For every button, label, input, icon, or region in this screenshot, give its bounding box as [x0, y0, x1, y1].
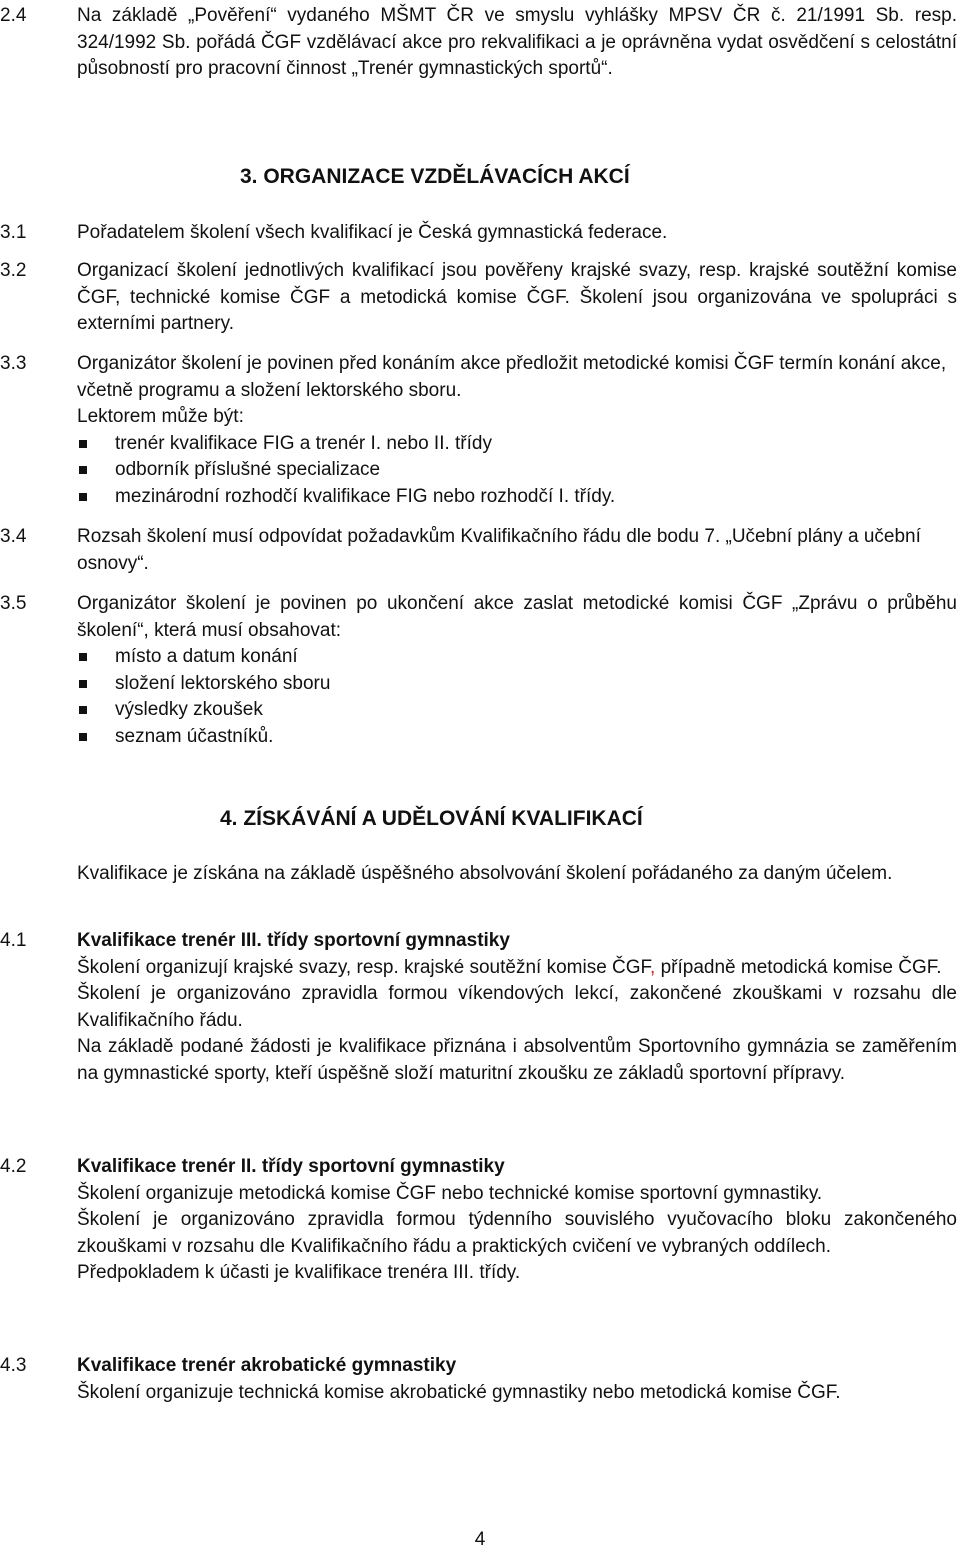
paragraph-text: Organizací školení jednotlivých kvalifikací jsou pověřeny krajské svazy, resp. krajské soutěžní komise ČGF, technické komise ČGF a metodická komise ČGF. Školení jsou organizována ve spolupráci s externími partnery.	[77, 260, 957, 334]
list-item: seznam účastníků.	[77, 724, 957, 751]
paragraph-3-3	[0, 351, 960, 510]
paragraph-3-5	[0, 591, 960, 750]
square-bullet-icon	[79, 466, 87, 474]
paragraph-4-2	[0, 1154, 960, 1287]
paragraph-content	[77, 351, 957, 510]
paragraph-text: Na základě „Pověření“ vydaného MŠMT ČR ve smyslu vyhlášky MPSV ČR č. 21/1991 Sb. resp. 324/1992 Sb. pořádá ČGF vzdělávací akce pro rekvalifikaci a je oprávněna vydat osvědčení s celostátní působností pro pracovní činnost „Trenér gymnastických sportů“.	[77, 5, 957, 79]
paragraph-2-4	[0, 3, 960, 83]
list-item: místo a datum konání	[77, 644, 957, 671]
paragraph-text: Předpokladem k účasti je kvalifikace trenéra III. třídy.	[77, 1262, 521, 1283]
paragraph-text: Kvalifikace je získána na základě úspěšného absolvování školení pořádaného za daným účelem.	[77, 863, 893, 884]
section-number: 3.1	[0, 222, 27, 243]
paragraph-3-2	[0, 258, 960, 338]
paragraph-text: Organizátor školení je povinen před konáním akce předložit metodické komisi ČGF termín konání akce, včetně programu a složení lektorského sboru.	[77, 353, 947, 401]
section-number: 3.5	[0, 593, 27, 614]
section-number: 2.4	[0, 5, 27, 26]
section-number: 3.2	[0, 260, 27, 281]
square-bullet-icon	[79, 733, 87, 741]
list-item: trenér kvalifikace FIG a trenér I. nebo II. třídy	[77, 431, 957, 458]
page-number: 4	[474, 1529, 486, 1550]
paragraph-text: Školení organizuje technická komise akrobatické gymnastiky nebo metodická komise ČGF.	[77, 1381, 841, 1403]
paragraph-text: Organizátor školení je povinen po ukončení akce zaslat metodické komisi ČGF „Zprávu o průběhu školení“, která musí obsahovat:	[77, 593, 957, 641]
subsection-title: Kvalifikace trenér III. třídy sportovní gymnastiky	[77, 930, 510, 951]
paragraph-3-4	[0, 524, 960, 577]
square-bullet-icon	[79, 493, 87, 501]
section-number: 3.4	[0, 526, 27, 547]
paragraph-4-3	[0, 1353, 960, 1406]
paragraph-4-intro	[0, 861, 960, 888]
list-item: výsledky zkoušek	[77, 697, 957, 724]
square-bullet-icon	[79, 706, 87, 714]
paragraph-content	[77, 928, 957, 1087]
heading-section-4: 4. ZÍSKÁVÁNÍ A UDĚLOVÁNÍ KVALIFIKACÍ	[220, 807, 643, 830]
subsection-title: Kvalifikace trenér II. třídy sportovní gymnastiky	[77, 1156, 505, 1177]
square-bullet-icon	[79, 680, 87, 688]
paragraph-text: Na základě podané žádosti je kvalifikace přiznána i absolventům Sportovního gymnázia se zaměřením na gymnastické sporty, kteří úspěšně složí maturitní zkoušku ze základů sportovní přípravy.	[77, 1036, 957, 1084]
paragraph-text: Školení je organizováno zpravidla formou víkendových lekcí, zakončené zkouškami v rozsahu dle Kvalifikačního řádu.	[77, 983, 957, 1031]
paragraph-text: Školení organizují krajské svazy, resp. krajské soutěžní komise ČGF, případně metodická komise ČGF.	[77, 956, 942, 978]
paragraph-text: Pořadatelem školení všech kvalifikací je Česká gymnastická federace.	[77, 222, 668, 243]
paragraph-4-1	[0, 928, 960, 1087]
paragraph-content	[77, 1353, 957, 1406]
section-number: 4.1	[0, 930, 27, 951]
list-item: složení lektorského sboru	[77, 671, 957, 698]
square-bullet-icon	[79, 653, 87, 661]
lecturer-lead: Lektorem může být:	[77, 406, 244, 427]
paragraph-3-1	[0, 220, 960, 247]
paragraph-content	[77, 1154, 957, 1287]
paragraph-content	[77, 591, 957, 750]
paragraph-text: Školení je organizováno zpravidla formou týdenního souvislého vyučovacího bloku zakončeného zkouškami v rozsahu dle Kvalifikačního řádu a praktických cvičení ve vybraných oddílech.	[77, 1209, 957, 1257]
list-item: odborník příslušné specializace	[77, 457, 957, 484]
section-number: 4.2	[0, 1156, 27, 1177]
square-bullet-icon	[79, 440, 87, 448]
section-number: 3.3	[0, 353, 27, 374]
list-item: mezinárodní rozhodčí kvalifikace FIG nebo rozhodčí I. třídy.	[77, 484, 957, 511]
subsection-title: Kvalifikace trenér akrobatické gymnastiky	[77, 1355, 457, 1376]
paragraph-text: Rozsah školení musí odpovídat požadavkům Kvalifikačního řádu dle bodu 7. „Učební plány a učební osnovy“.	[77, 526, 921, 574]
paragraph-text: Školení organizuje metodická komise ČGF nebo technické komise sportovní gymnastiky.	[77, 1182, 823, 1204]
heading-section-3: 3. ORGANIZACE VZDĚLÁVACÍCH AKCÍ	[240, 165, 630, 188]
section-number: 4.3	[0, 1355, 27, 1376]
